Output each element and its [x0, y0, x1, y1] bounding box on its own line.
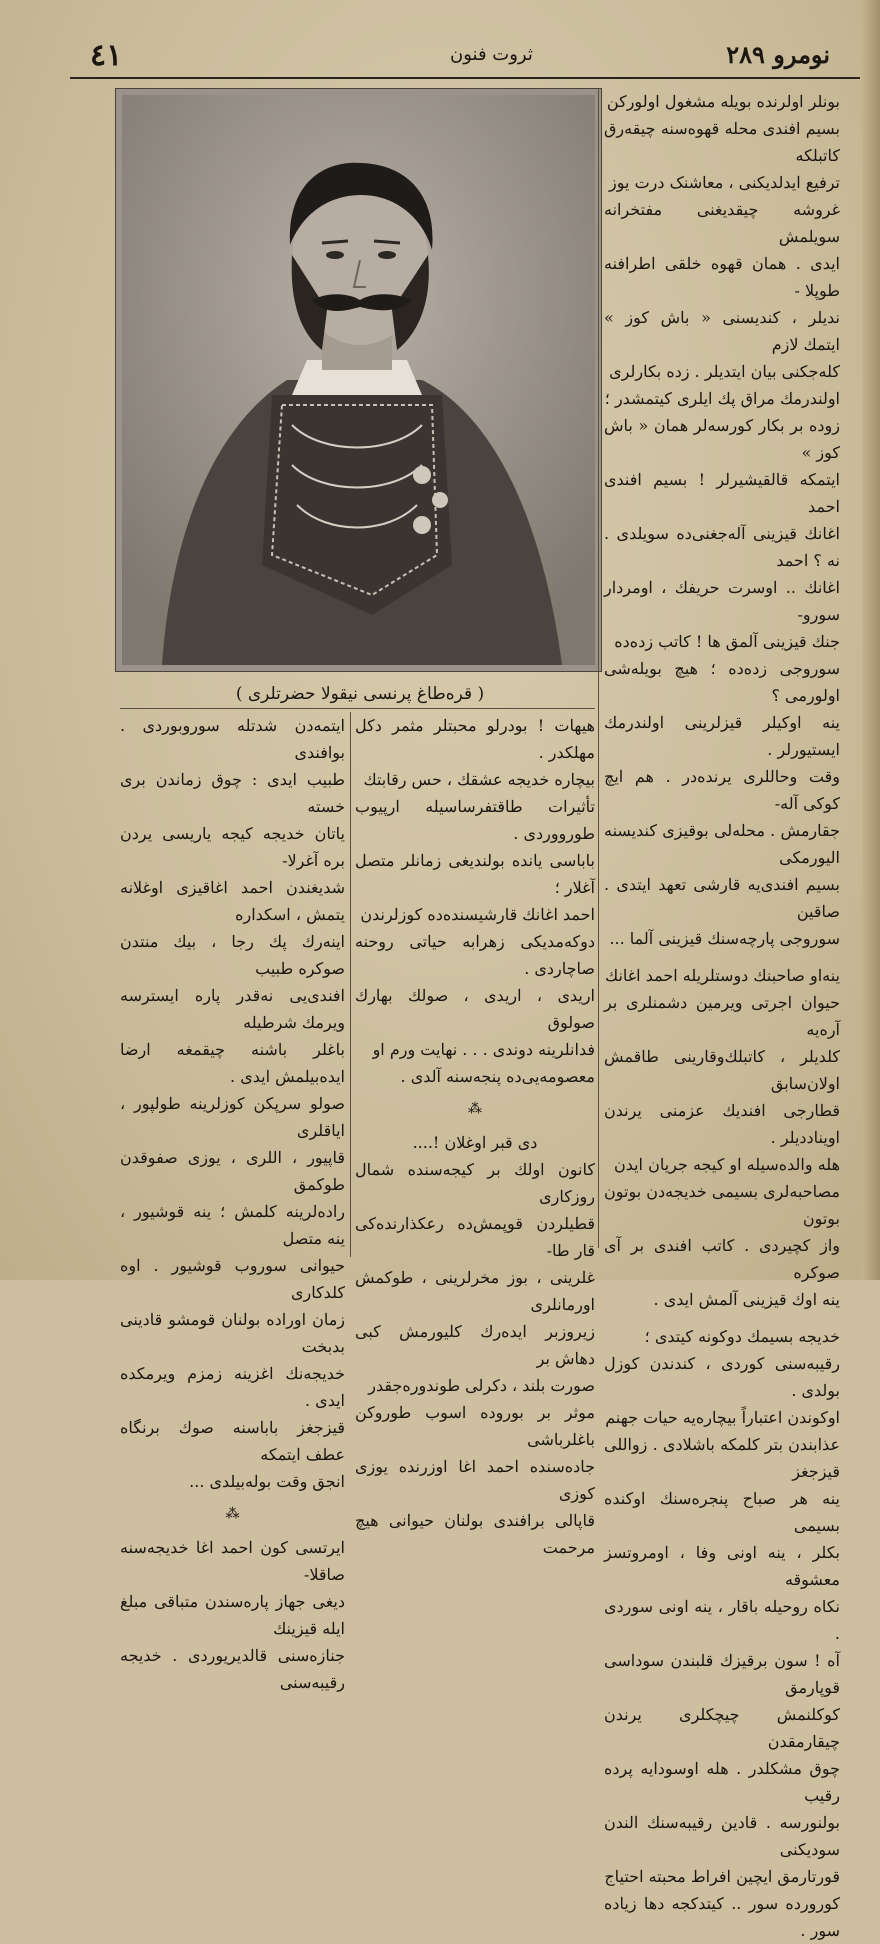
text-line: مصاحبه‌لری بسيمی خديجه‌دن بوتون بوتون	[604, 1182, 840, 1228]
text-line: ايتمکه قالقيشيرلر ! بسيم افندی احمد	[604, 470, 840, 516]
text-line: بسيم افندی محله قهوه‌سنه چيقه‌رق کاتبلکه	[604, 119, 840, 165]
caption-divider	[120, 708, 595, 709]
text-line: فدانلرينه دوندی . . . نهايت ورم او	[372, 1040, 595, 1059]
text-line: نکاه روحيله باقار ، ينه اونی سوردی .	[604, 1597, 840, 1643]
text-line: صورت بلند ، دکرلی طوندوره‌جقدر	[368, 1376, 595, 1395]
text-line: اينه‌رك پك رجا ، بيك منتدن صوکره طبيب	[120, 932, 345, 978]
text-line: جنازه‌سنی قالديريوردی . خديجه رقيبه‌سنی	[120, 1646, 345, 1692]
text-line: اريدی ، اريدی ، صولك بهارك صولوق	[355, 986, 595, 1032]
text-line: قطارجی افنديك عزمنی يرندن اوينادديلر .	[604, 1101, 840, 1147]
text-line: سوروجی پارچه‌سنك قيزينی آلما ...	[609, 929, 840, 948]
magazine-title: ثروت فنون	[450, 44, 533, 65]
text-line: قيزجغز باباسنه صوك برنگاه عطف ايتمکه	[120, 1418, 345, 1464]
text-line: معصومه‌يی‌ده پنجه‌سنه آلدی .	[400, 1067, 595, 1086]
page-number: ٤١	[90, 38, 123, 73]
text-line: ايدی . همان قهوه خلقی اطرافنه طوپلا -	[604, 254, 840, 300]
text-line: اولندرمك مراق پك ايلری کيتمشدر ؛	[604, 389, 840, 408]
text-line: کله‌جکنی بيان ايتديلر . زده بکارلری	[609, 362, 840, 381]
text-line: کلديلر ، کاتبلك‌وقارينی طاقمش اولان‌سابق	[604, 1047, 840, 1093]
section-subtitle: دی قبر اوغلان !....	[412, 1133, 538, 1152]
text-line: جقارمش . محله‌لی بوقيزی کنديسنه اليورمکی	[604, 821, 840, 867]
text-line: نديلر ، کنديسنی « باش کوز » ايتمك لازم	[604, 308, 840, 354]
text-line: چوق مشکلدر . هله اوسودايه پرده رقيب	[604, 1759, 840, 1805]
page-header	[60, 38, 860, 78]
issue-number: نومرو ۲۸۹	[726, 40, 830, 69]
text-line: هله والده‌سيله او کيجه جريان ايدن	[613, 1155, 840, 1174]
header-rule	[70, 77, 860, 79]
text-line: بيچاره خديجه عشقك ، حس رقابتك	[363, 770, 595, 789]
text-line: حيوانی سوروب قوشيور . اوه کلدکاری	[120, 1256, 345, 1302]
text-line: قورتارمق ايچين افراط محبته احتياج	[604, 1867, 840, 1886]
text-line: جنك قيزينی آلمق ها ! کاتب زده‌ده	[614, 632, 840, 651]
portrait-illustration	[122, 95, 595, 665]
text-line: آه ! سون برقيزك قلبندن سوداسی قوپارمق	[604, 1651, 840, 1697]
text-line: کورورده سور .. کيتدکجه دها زياده سور .	[604, 1894, 840, 1940]
section-separator: ⁂	[468, 1101, 482, 1117]
left-column	[120, 712, 345, 1696]
page-edge	[862, 0, 880, 1280]
text-line: جاده‌سنده احمد اغا اوزرنده يوزی کوزی	[355, 1457, 595, 1503]
text-line: ياتان خديجه کيجه ياريسی يردن بره آغرلا-	[120, 824, 345, 870]
text-line: ينه اوکيلر قيزلرينی اولندرمك ايستيورلر .	[604, 713, 840, 759]
text-line: افندی‌يی نه‌قدر پاره ايسترسه ويرمك شرطيله	[120, 986, 345, 1032]
text-line: حيوان اجرتی ويرمين دشمنلری بر آره‌يه	[604, 993, 840, 1039]
text-line: اغانك قيزينی آله‌جغنی‌ده سويلدی . نه ؟ احمد	[604, 524, 840, 570]
text-line: طبيب ايدی : چوق زماندن بری خسته	[120, 770, 345, 816]
text-line: قطيلردن قوپمش‌ده رعکذارنده‌کی قار طا-	[355, 1214, 595, 1260]
column-divider-main	[598, 88, 599, 1248]
text-line: باباسی يانده بولنديغی زمانلر متصل آغلار ؛	[355, 851, 595, 897]
text-line: باغلر باشنه چيقمغه ارضا ايده‌بيلمش ايدی .	[120, 1040, 345, 1086]
right-column	[604, 88, 840, 1944]
text-line: ترفيع ايدلديکنی ، معاشنک درت يوز	[609, 173, 840, 192]
text-line: غلرينی ، بوز مخرلرينی ، طوکمش اورمانلری	[355, 1268, 595, 1314]
text-line: ينه‌او صاحبنك دوستلريله احمد اغانك	[604, 966, 840, 985]
column-divider-bottom	[350, 712, 351, 1257]
text-line: اغانك .. اوسرت حريفك ، اومردار سورو-	[604, 578, 840, 624]
text-line: غروشه چيقديغنی مفتخرانه سويلمش	[604, 200, 840, 246]
text-line: عذابندن بتر کلمکه باشلادی . زواللی قيزجغز	[604, 1435, 840, 1481]
middle-column	[355, 712, 595, 1561]
text-line: بونلر اولرنده بويله مشغول اولورکن	[606, 92, 840, 111]
text-line: بولنورسه . قادين رقيبه‌سنك الندن سوديکنی	[604, 1813, 840, 1859]
text-line: موثر بر بوروده اسوب طوروکن باغلرباشی	[355, 1403, 595, 1449]
section-separator: ⁂	[225, 1506, 240, 1522]
text-line: صولو سرپکن کوزلرينه طولپور ، اياقلری	[120, 1094, 345, 1140]
text-line: کوکلنمش چيچکلری يرندن چيقارمقدن	[604, 1705, 840, 1751]
text-line: واز کچيردی . کاتب افندی بر آی صوکره	[604, 1236, 840, 1282]
portrait-photo	[115, 88, 602, 672]
text-line: زيروزبر ايده‌رك کليورمش کبی دهاش بر	[355, 1322, 595, 1368]
text-line: خديجه‌نك اغزينه زمزم ويرمکده ايدی .	[120, 1364, 345, 1410]
text-line: وقت وحاللری يرنده‌در . هم ايچ کوکی آله‌-	[604, 767, 840, 813]
text-line: زمان اوراده بولنان قومشو قادينی بدبخت	[120, 1310, 345, 1356]
text-line: سوروجی زده‌ده ؛ هيچ بويله‌شی اولورمی ؟	[604, 659, 840, 705]
text-line: راده‌لرينه کلمش ؛ ينه قوشيور ، ينه متصل	[120, 1202, 345, 1248]
photo-caption: ( قره‌طاغ پرنسی نیقولا حضرتلری )	[235, 684, 485, 704]
text-line: قاپيور ، اللری ، يوزی صفوقدن طوکمق	[120, 1148, 345, 1194]
text-line: ينه هر صباح پنجره‌سنك اوکنده بسيمی	[604, 1489, 840, 1535]
text-line: رقيبه‌سنی کوردی ، کندندن کوزل بولدی .	[604, 1354, 840, 1400]
text-line: دوکه‌مديکی زهرابه حياتی روحنه صاچاردی .	[355, 932, 595, 978]
text-line: انجق وقت بوله‌بيلدی ...	[189, 1472, 345, 1491]
text-line: زوده بر بکار کورسه‌لر همان « باش کوز »	[604, 416, 840, 462]
text-line: ينه اوك قيزينی آلمش ايدی .	[653, 1290, 840, 1309]
text-line: بسيم افندی‌يه قارشی تعهد ايتدی . صاقين	[604, 875, 840, 921]
text-line: شديغندن احمد اغاقيزی اوغلانه يتمش ، اسکداره	[120, 878, 345, 924]
text-line: کانون اولك بر کيجه‌سنده شمال روزکاری	[355, 1160, 595, 1206]
text-line: تأثيرات طاقتفرساسيله ارپيوب طورووردی .	[355, 797, 595, 843]
portrait-image	[122, 95, 595, 665]
text-line: هيهات ! بودرلو محبتلر مثمر دکل مهلکدر .	[355, 716, 595, 762]
text-line: اوکوندن اعتباراً بيچاره‌يه حيات جهنم	[605, 1408, 840, 1427]
text-line: ديغی جهاز پاره‌سندن متباقی مبلغ ايله قيزينك	[120, 1592, 345, 1638]
text-line: ايتمه‌دن شدتله سوروبوردی . بوافندی	[120, 716, 345, 762]
text-line: احمد اغانك قارشيسنده‌ده کوزلرندن	[360, 905, 595, 924]
text-line: بکلر ، ينه اونی وفا ، اومروتسز معشوقه	[604, 1543, 840, 1589]
text-line: خديجه بسيمك دوکونه کيتدی ؛	[644, 1327, 840, 1346]
text-line: ايرتسی کون احمد اغا خديجه‌سنه صاقلا-	[120, 1538, 345, 1584]
text-line: قاپالی برافندی بولنان حيوانی هيچ مرحمت	[355, 1511, 595, 1557]
